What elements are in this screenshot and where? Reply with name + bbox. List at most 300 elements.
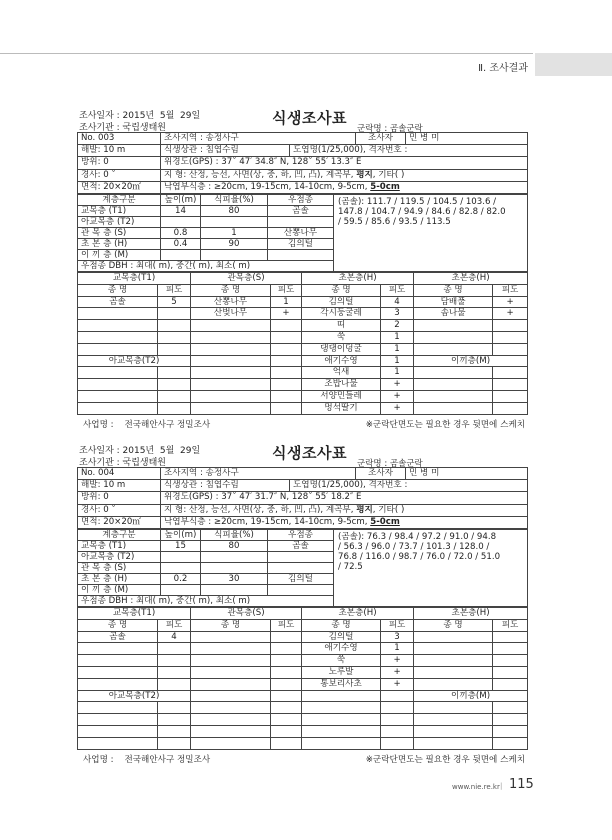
cover-value: 1 xyxy=(381,367,414,379)
layer-name: 초 본 층 (H) xyxy=(78,238,161,249)
cover-value xyxy=(271,725,302,737)
cover-value xyxy=(158,714,191,726)
cover-value xyxy=(158,643,191,655)
layer-value xyxy=(161,551,201,562)
species-name xyxy=(78,379,158,391)
species-name: 곰솔 xyxy=(78,296,158,308)
layer-value: 곰솔 xyxy=(268,205,334,216)
cover-value xyxy=(271,367,302,379)
species-name: 애기수영 xyxy=(302,355,381,367)
cover-value xyxy=(493,678,528,690)
species-name xyxy=(414,714,493,726)
cover-value: + xyxy=(493,308,528,320)
species-name: 곰솔 xyxy=(78,631,158,643)
species-table xyxy=(77,607,528,750)
cover-value xyxy=(493,714,528,726)
info-row xyxy=(78,492,528,504)
dbh-line: / 72.5 xyxy=(338,561,363,572)
cover-value xyxy=(493,343,528,355)
cover-value xyxy=(493,320,528,332)
species-name-header: 종 명 xyxy=(78,284,158,296)
species-name xyxy=(302,737,381,749)
cover-value: + xyxy=(271,308,302,320)
cover-value: 1 xyxy=(381,643,414,655)
terrain-options: 지 형: 산정, 능선, 사면(상, 중, 하, 凹, 凸), 계곡부, xyxy=(164,504,357,515)
cover-value xyxy=(381,690,414,702)
cover-value xyxy=(271,343,302,355)
survey-organization: 조사기관 : 국립생태원 xyxy=(79,123,167,133)
species-name xyxy=(414,666,493,678)
layer-value xyxy=(201,562,268,573)
layer-value: 0.8 xyxy=(161,227,201,238)
footer-separator: | xyxy=(500,782,503,790)
species-name: 산뽕나무 xyxy=(191,296,271,308)
info-row xyxy=(78,181,528,193)
cover-header: 피도 xyxy=(493,284,528,296)
species-row xyxy=(78,308,528,320)
terrain-selected: 평지 xyxy=(356,504,373,515)
vegetation-physiognomy: 식생상관 : 침엽수림 xyxy=(161,480,290,492)
dbh-measurements xyxy=(334,529,528,606)
layer-value xyxy=(201,584,268,595)
cover-value: 3 xyxy=(381,308,414,320)
layer-value xyxy=(268,584,334,595)
litter-layer xyxy=(161,516,528,528)
info-row xyxy=(78,145,528,157)
terrain-options: 지 형: 산정, 능선, 사면(상, 중, 하, 凹, 凸), 계곡부, xyxy=(164,169,357,180)
cover-value xyxy=(493,702,528,714)
altitude: 해발: 10 m xyxy=(78,145,161,157)
species-group-header: 교목층(T1) xyxy=(78,272,191,284)
layer-value xyxy=(161,249,201,260)
species-group-header: 초본층(H) xyxy=(302,272,414,284)
cover-value xyxy=(493,666,528,678)
cover-value: + xyxy=(381,666,414,678)
layer-table xyxy=(77,529,528,607)
layer-header-row xyxy=(78,529,528,540)
species-name xyxy=(191,331,271,343)
species-row xyxy=(78,655,528,667)
layer-value xyxy=(201,249,268,260)
dbh-line: (곰솔): 111.7 / 119.5 / 104.5 / 103.6 / xyxy=(338,196,497,207)
layer-value: 산뽕나무 xyxy=(268,227,334,238)
species-subheader-row xyxy=(78,355,528,367)
cover-value xyxy=(158,402,191,414)
page-number: 115 xyxy=(509,777,534,792)
moss-layer-label: 이끼층(M) xyxy=(414,355,528,367)
cover-header: 피도 xyxy=(271,284,302,296)
dbh-line: / 56.3 / 96.0 / 73.7 / 101.3 / 128.0 / xyxy=(338,541,490,552)
species-row xyxy=(78,714,528,726)
info-row xyxy=(78,516,528,528)
surveyor-name: 민 병 미 xyxy=(406,133,528,145)
layer-name: 관 목 층 (S) xyxy=(78,562,161,573)
species-group-header: 교목층(T1) xyxy=(78,607,191,619)
cover-value xyxy=(381,714,414,726)
species-name xyxy=(78,702,158,714)
layer-name: 이 끼 층 (M) xyxy=(78,584,161,595)
species-name: 조밥나물 xyxy=(302,379,381,391)
species-name xyxy=(78,725,158,737)
layer-value: 80 xyxy=(201,540,268,551)
form-footer xyxy=(77,752,527,766)
species-name xyxy=(191,702,271,714)
species-name xyxy=(302,690,381,702)
species-name: 솜나물 xyxy=(414,308,493,320)
surveyor-label: 조사자 xyxy=(356,468,406,480)
survey-region: 조사지역 : 송정사구 xyxy=(161,468,356,480)
layer-table xyxy=(77,194,528,272)
litter-options: 낙엽부식층 : ≥20cm, 19-15cm, 14-10cm, 9-5cm, xyxy=(164,516,371,527)
site-info-table xyxy=(77,132,528,194)
layer-name: 교목층 (T1) xyxy=(78,205,161,216)
info-row xyxy=(78,157,528,169)
cover-value: + xyxy=(381,390,414,402)
layer-value xyxy=(161,562,201,573)
aspect: 방위: 0 xyxy=(78,492,161,504)
cover-value xyxy=(271,666,302,678)
cover-value: + xyxy=(493,296,528,308)
dbh-measurements xyxy=(334,194,528,271)
cover-value xyxy=(158,390,191,402)
cover-value xyxy=(271,737,302,749)
surveyor-name: 민 병 미 xyxy=(406,468,528,480)
species-table xyxy=(77,272,528,415)
cover-header: 피도 xyxy=(493,619,528,631)
species-name xyxy=(302,725,381,737)
species-name: 쑥 xyxy=(302,331,381,343)
species-row xyxy=(78,320,528,332)
species-row xyxy=(78,631,528,643)
cover-value xyxy=(158,702,191,714)
layer-value xyxy=(201,551,268,562)
species-group-header: 관목층(S) xyxy=(191,607,302,619)
cover-header: 피도 xyxy=(271,619,302,631)
layer-value: 80 xyxy=(201,205,268,216)
species-name xyxy=(78,343,158,355)
layer-header: 계층구분 xyxy=(78,194,161,205)
survey-form-003 xyxy=(77,109,527,431)
cover-value xyxy=(271,678,302,690)
layer-header-row xyxy=(78,194,528,205)
subtree-layer-label: 아교목층(T2) xyxy=(78,690,191,702)
dbh-line: 147.8 / 104.7 / 94.9 / 84.6 / 82.8 / 82.0 xyxy=(338,206,506,217)
cover-value: + xyxy=(381,402,414,414)
form-footer xyxy=(77,417,527,431)
plot-number: No. 004 xyxy=(78,468,161,480)
species-name xyxy=(191,714,271,726)
species-name xyxy=(78,737,158,749)
litter-selected: 5-0cm xyxy=(370,181,400,192)
species-name: 김의털 xyxy=(302,631,381,643)
terrain xyxy=(161,169,528,181)
cover-value xyxy=(493,390,528,402)
form-title: 식생조사표 xyxy=(272,109,347,127)
layer-value: 곰솔 xyxy=(268,540,334,551)
terrain-other: , 기타( ) xyxy=(372,504,405,515)
layer-header: 식피율(%) xyxy=(201,529,268,540)
header-rule xyxy=(0,53,533,54)
species-name xyxy=(191,690,271,702)
species-row xyxy=(78,343,528,355)
cover-value xyxy=(158,379,191,391)
species-name: 노루발 xyxy=(302,666,381,678)
cover-value xyxy=(271,714,302,726)
slope: 경사: 0 ˚ xyxy=(78,169,161,181)
dbh-line: 76.8 / 116.0 / 98.7 / 76.0 / 72.0 / 51.0 xyxy=(338,551,501,562)
species-name xyxy=(78,331,158,343)
species-name-header: 종 명 xyxy=(191,284,271,296)
species-row xyxy=(78,678,528,690)
cover-value xyxy=(493,367,528,379)
cover-value xyxy=(493,737,528,749)
cover-value: + xyxy=(381,379,414,391)
species-name xyxy=(414,320,493,332)
layer-name: 이 끼 층 (M) xyxy=(78,249,161,260)
cover-header: 피도 xyxy=(158,284,191,296)
species-name-header: 종 명 xyxy=(78,619,158,631)
layer-value: 90 xyxy=(201,238,268,249)
layer-value: 0.4 xyxy=(161,238,201,249)
dbh-line: (곰솔): 76.3 / 98.4 / 97.2 / 91.0 / 94.8 xyxy=(338,531,497,542)
species-name xyxy=(414,678,493,690)
species-column-row xyxy=(78,284,528,296)
layer-name: 관 목 층 (S) xyxy=(78,227,161,238)
cover-value: 1 xyxy=(381,355,414,367)
species-name: 서양민들레 xyxy=(302,390,381,402)
species-row xyxy=(78,367,528,379)
species-name xyxy=(191,655,271,667)
moss-layer-label: 이끼층(M) xyxy=(414,690,528,702)
community-name: 군락명 : 곰솔군락 xyxy=(357,459,423,469)
layer-name: 아교목층 (T2) xyxy=(78,216,161,227)
species-name xyxy=(414,367,493,379)
litter-options: 낙엽부식층 : ≥20cm, 19-15cm, 14-10cm, 9-5cm, xyxy=(164,181,371,192)
species-name: 댕댕이덩굴 xyxy=(302,343,381,355)
species-name xyxy=(191,355,271,367)
species-row xyxy=(78,666,528,678)
altitude: 해발: 10 m xyxy=(78,480,161,492)
species-name xyxy=(414,343,493,355)
sketch-note: ※군락단면도는 필요한 경우 뒷면에 스케치 xyxy=(365,419,525,430)
species-name xyxy=(191,390,271,402)
layer-name: 초 본 층 (H) xyxy=(78,573,161,584)
footer-url[interactable]: www.nie.re.kr xyxy=(452,783,500,791)
cover-value xyxy=(158,343,191,355)
cover-value: 1 xyxy=(381,343,414,355)
species-row xyxy=(78,725,528,737)
cover-value xyxy=(271,379,302,391)
layer-name: 교목층 (T1) xyxy=(78,540,161,551)
aspect: 방위: 0 xyxy=(78,157,161,169)
survey-organization: 조사기관 : 국립생태원 xyxy=(79,458,167,468)
species-name xyxy=(78,402,158,414)
species-name xyxy=(78,308,158,320)
species-name: 쑥 xyxy=(302,655,381,667)
cover-value xyxy=(271,402,302,414)
species-group-row xyxy=(78,272,528,284)
species-name xyxy=(414,331,493,343)
species-name: 억새 xyxy=(302,367,381,379)
species-name xyxy=(78,320,158,332)
survey-date: 조사일자 : 2015년 5월 29일 xyxy=(79,446,201,456)
cover-value xyxy=(381,725,414,737)
site-info-table xyxy=(77,467,528,529)
terrain-selected: 평지 xyxy=(356,169,373,180)
species-name xyxy=(78,390,158,402)
subtree-layer-label: 아교목층(T2) xyxy=(78,355,191,367)
cover-value xyxy=(158,320,191,332)
layer-value: 0.2 xyxy=(161,573,201,584)
gps-coordinates: 위경도(GPS) : 37˚ 47′ 34.8″ N, 128˚ 55′ 13.3″ E xyxy=(161,157,528,169)
cover-value xyxy=(158,367,191,379)
header-tab xyxy=(535,53,612,76)
species-name xyxy=(414,655,493,667)
cover-value: + xyxy=(381,678,414,690)
gps-coordinates: 위경도(GPS) : 37˚ 47′ 31.7″ N, 128˚ 55′ 18.2″ E xyxy=(161,492,528,504)
species-name xyxy=(191,402,271,414)
cover-value xyxy=(493,631,528,643)
community-name: 군락명 : 곰솔군락 xyxy=(357,124,423,134)
species-name xyxy=(414,737,493,749)
layer-value: 김의털 xyxy=(268,573,334,584)
layer-value: 김의털 xyxy=(268,238,334,249)
layer-value xyxy=(268,551,334,562)
layer-value: 30 xyxy=(201,573,268,584)
cover-value xyxy=(493,379,528,391)
species-name xyxy=(78,655,158,667)
plot-area: 면적: 20×20㎡ xyxy=(78,181,161,193)
cover-value xyxy=(271,631,302,643)
cover-value xyxy=(271,331,302,343)
cover-value: 4 xyxy=(381,296,414,308)
layer-header: 높이(m) xyxy=(161,194,201,205)
cover-header: 피도 xyxy=(158,619,191,631)
form-title: 식생조사표 xyxy=(272,444,347,462)
cover-value xyxy=(493,643,528,655)
survey-date: 조사일자 : 2015년 5월 29일 xyxy=(79,111,201,121)
species-name xyxy=(78,678,158,690)
species-group-header: 관목층(S) xyxy=(191,272,302,284)
cover-value xyxy=(493,331,528,343)
project-name: 사업명 : 전국해안사구 정밀조사 xyxy=(83,419,211,430)
cover-value xyxy=(493,402,528,414)
cover-value xyxy=(271,390,302,402)
species-row xyxy=(78,643,528,655)
cover-value xyxy=(493,655,528,667)
species-row xyxy=(78,390,528,402)
cover-value: 1 xyxy=(381,331,414,343)
species-group-header: 초본층(H) xyxy=(414,272,528,284)
vegetation-physiognomy: 식생상관 : 침엽수림 xyxy=(161,145,290,157)
species-name xyxy=(414,379,493,391)
species-name xyxy=(191,367,271,379)
species-name xyxy=(191,678,271,690)
cover-value xyxy=(158,666,191,678)
species-name xyxy=(414,702,493,714)
layer-value xyxy=(161,584,201,595)
species-row xyxy=(78,379,528,391)
map-sheet: 도엽명(1/25,000), 격자번호 : xyxy=(290,480,528,492)
terrain xyxy=(161,504,528,516)
cover-value xyxy=(271,655,302,667)
species-name xyxy=(191,320,271,332)
cover-header: 피도 xyxy=(381,619,414,631)
species-name xyxy=(191,631,271,643)
cover-value xyxy=(158,308,191,320)
layer-value xyxy=(268,216,334,227)
species-group-row xyxy=(78,607,528,619)
species-name xyxy=(414,725,493,737)
species-name: 애기수영 xyxy=(302,643,381,655)
species-column-row xyxy=(78,619,528,631)
layer-value xyxy=(201,216,268,227)
cover-value: 4 xyxy=(158,631,191,643)
surveyor-label: 조사자 xyxy=(356,133,406,145)
species-name xyxy=(78,643,158,655)
cover-value xyxy=(271,702,302,714)
species-name: 산벚나무 xyxy=(191,308,271,320)
survey-form-004 xyxy=(77,444,527,766)
cover-value: 1 xyxy=(271,296,302,308)
species-name: 띠 xyxy=(302,320,381,332)
project-name: 사업명 : 전국해안사구 정밀조사 xyxy=(83,754,211,765)
species-row xyxy=(78,331,528,343)
layer-value: 1 xyxy=(201,227,268,238)
species-name xyxy=(78,714,158,726)
cover-value xyxy=(158,737,191,749)
cover-value: 5 xyxy=(158,296,191,308)
info-row xyxy=(78,504,528,516)
cover-value xyxy=(271,355,302,367)
layer-value xyxy=(268,562,334,573)
cover-value xyxy=(158,655,191,667)
species-row xyxy=(78,702,528,714)
species-name xyxy=(302,702,381,714)
species-name xyxy=(414,402,493,414)
species-name xyxy=(191,643,271,655)
section-title: Ⅱ. 조사결과 xyxy=(478,63,528,74)
layer-value: 14 xyxy=(161,205,201,216)
species-name xyxy=(191,379,271,391)
species-name xyxy=(191,737,271,749)
cover-value xyxy=(271,643,302,655)
layer-header: 우점종 xyxy=(268,529,334,540)
species-name-header: 종 명 xyxy=(414,619,493,631)
species-name xyxy=(302,714,381,726)
cover-value xyxy=(381,737,414,749)
layer-header: 계층구분 xyxy=(78,529,161,540)
species-group-header: 초본층(H) xyxy=(414,607,528,619)
terrain-other: , 기타( ) xyxy=(372,169,405,180)
map-sheet: 도엽명(1/25,000), 격자번호 : xyxy=(290,145,528,157)
species-name xyxy=(414,643,493,655)
layer-header: 높이(m) xyxy=(161,529,201,540)
dominant-dbh: 우점종 DBH : 최대( m), 중간( m), 최소( m) xyxy=(78,260,334,271)
slope: 경사: 0 ˚ xyxy=(78,504,161,516)
cover-value: + xyxy=(381,655,414,667)
litter-selected: 5-0cm xyxy=(370,516,400,527)
species-group-header: 초본층(H) xyxy=(302,607,414,619)
cover-value: 3 xyxy=(381,631,414,643)
cover-value xyxy=(493,725,528,737)
layer-name: 아교목층 (T2) xyxy=(78,551,161,562)
species-name xyxy=(191,343,271,355)
species-name: 김의털 xyxy=(302,296,381,308)
species-name-header: 종 명 xyxy=(302,619,381,631)
species-name: 담배풀 xyxy=(414,296,493,308)
species-name: 멍석딸기 xyxy=(302,402,381,414)
